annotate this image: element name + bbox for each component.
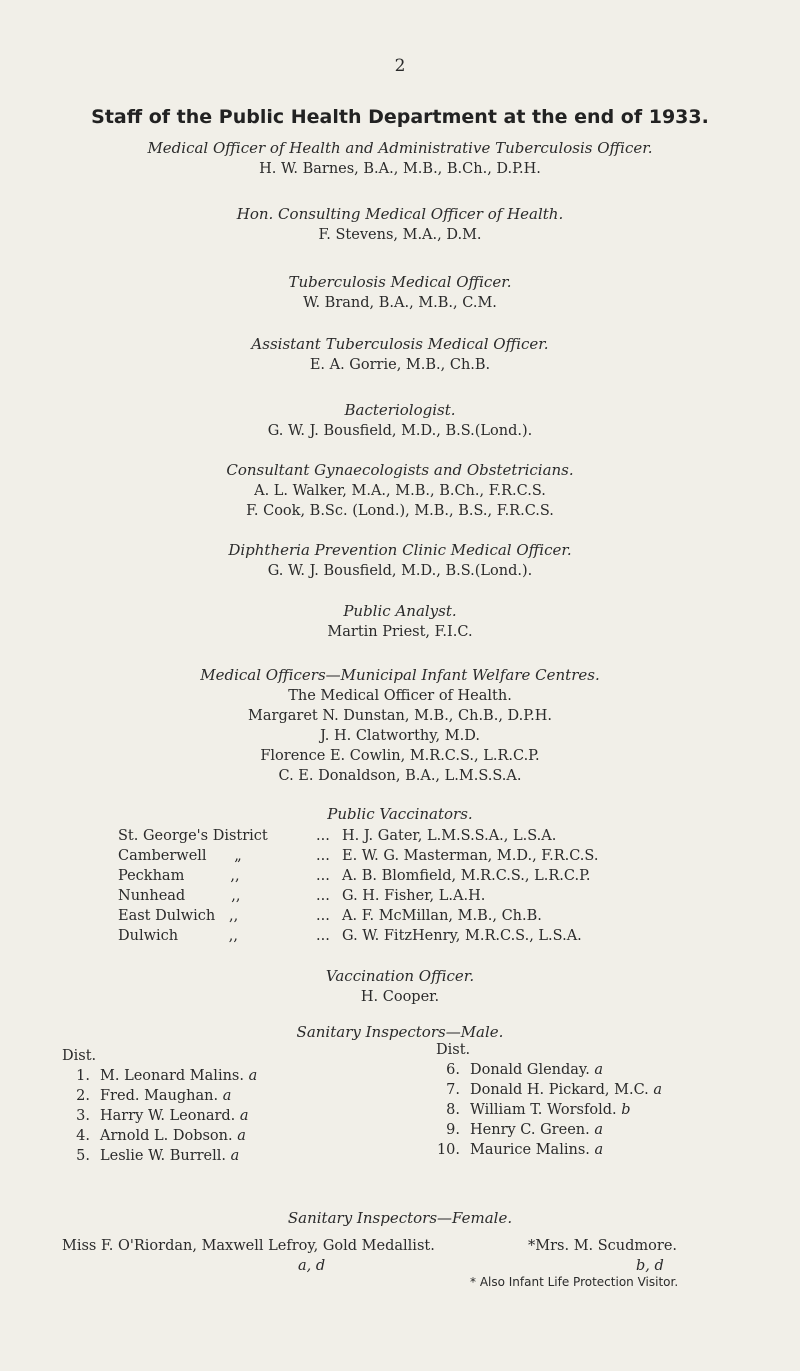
- staff-line: Margaret N. Dunstan, M.B., Ch.B., D.P.H.: [248, 708, 552, 724]
- district-cell: Nunhead ,,: [118, 888, 241, 904]
- sanitary-male-heading-block: [0, 1022, 800, 1043]
- district-number: 2.: [76, 1088, 90, 1104]
- inspector-code: a: [237, 1128, 246, 1144]
- inspector-code: a: [222, 1088, 232, 1104]
- district-number: 4.: [76, 1128, 90, 1144]
- staff-line: W. Brand, B.A., M.B., C.M.: [303, 295, 497, 311]
- staff-line: C. E. Donaldson, B.A., L.M.S.S.A.: [278, 768, 522, 784]
- section-diphtheria: [0, 540, 800, 581]
- district-number: 6.: [446, 1062, 460, 1078]
- leader-dots: ...: [316, 908, 330, 924]
- section-public-analyst: [0, 601, 800, 642]
- section-heading: Diphtheria Prevention Clinic Medical Officer.: [228, 541, 572, 559]
- section-infant-welfare: [0, 665, 800, 786]
- dist-label: Dist.: [436, 1042, 471, 1058]
- section-heading: Medical Officer of Health and Administrative Tuberculosis Officer.: [147, 139, 653, 157]
- inspector-name: Fred. Maughan.: [100, 1088, 219, 1104]
- female-inspector-right-codes: b, d: [636, 1258, 664, 1274]
- section-heading: Sanitary Inspectors—Female.: [287, 1209, 513, 1227]
- district-number: 8.: [446, 1102, 460, 1118]
- vaccinators-table: [118, 826, 758, 946]
- staff-line: G. W. J. Bousfield, M.D., B.S.(Lond.).: [267, 423, 533, 439]
- section-asst-tb-officer: [0, 334, 800, 375]
- section-heading: Consultant Gynaecologists and Obstetricians.: [226, 461, 574, 479]
- vaccinator-cell: A. F. McMillan, M.B., Ch.B.: [342, 908, 542, 924]
- inspector-code: a: [248, 1068, 258, 1084]
- inspector-name: Donald Glenday.: [470, 1062, 590, 1078]
- list-item: [62, 1146, 257, 1166]
- list-item: [432, 1120, 662, 1140]
- inspector-name: Henry C. Green.: [470, 1122, 590, 1138]
- inspector-name: William T. Worsfold.: [470, 1102, 617, 1118]
- section-heading: Medical Officers—Municipal Infant Welfare Centres.: [200, 666, 600, 684]
- section-heading: Public Vaccinators.: [327, 805, 473, 823]
- list-item: [432, 1140, 662, 1160]
- table-row: [118, 846, 758, 866]
- list-item: [62, 1086, 257, 1106]
- inspector-code: a: [239, 1108, 249, 1124]
- staff-line: Florence E. Cowlin, M.R.C.S., L.R.C.P.: [260, 748, 540, 764]
- section-heading: Tuberculosis Medical Officer.: [288, 273, 512, 291]
- inspector-code: a: [594, 1062, 604, 1078]
- staff-line: The Medical Officer of Health.: [288, 688, 512, 704]
- staff-line: F. Stevens, M.A., D.M.: [318, 227, 482, 243]
- table-row: [118, 866, 758, 886]
- section-heading: Sanitary Inspectors—Male.: [296, 1023, 504, 1041]
- page-title: Staff of the Public Health Department at the end of 1933.: [91, 106, 709, 128]
- table-row: [118, 926, 758, 946]
- section-gynaecologists: [0, 460, 800, 521]
- inspector-name: Maurice Malins.: [470, 1142, 590, 1158]
- staff-line: G. W. J. Bousfield, M.D., B.S.(Lond.).: [267, 563, 533, 579]
- page-number: 2: [394, 56, 406, 76]
- list-item: [62, 1126, 257, 1146]
- inspector-name: Leslie W. Burrell.: [100, 1148, 227, 1164]
- section-vaccination-officer: [0, 966, 800, 1007]
- list-item: [62, 1066, 257, 1086]
- district-number: 9.: [446, 1122, 460, 1138]
- district-cell: Dulwich ,,: [118, 928, 239, 944]
- section-heading: Assistant Tuberculosis Medical Officer.: [251, 335, 549, 353]
- female-inspector-left: Miss F. O'Riordan, Maxwell Lefroy, Gold Medallist.: [62, 1238, 435, 1254]
- section-bacteriologist: [0, 400, 800, 441]
- staff-line: E. A. Gorrie, M.B., Ch.B.: [309, 357, 491, 373]
- sanitary-male-right-column: [432, 1040, 662, 1160]
- vaccinator-cell: G. H. Fisher, L.A.H.: [342, 888, 486, 904]
- inspector-code: a: [230, 1148, 240, 1164]
- staff-line: J. H. Clatworthy, M.D.: [320, 728, 480, 744]
- staff-line: Martin Priest, F.I.C.: [327, 624, 473, 640]
- section-heading: Public Analyst.: [343, 602, 457, 620]
- vaccinator-cell: A. B. Blomfield, M.R.C.S., L.R.C.P.: [342, 868, 591, 884]
- sanitary-male-left-column: [62, 1046, 257, 1166]
- inspector-code: a: [653, 1082, 663, 1098]
- leader-dots: ...: [316, 928, 330, 944]
- list-item: [62, 1106, 257, 1126]
- female-inspector-left-codes: a, d: [298, 1258, 326, 1274]
- section-hon-consulting: [0, 204, 800, 245]
- vaccinator-cell: E. W. G. Masterman, M.D., F.R.C.S.: [342, 848, 599, 864]
- section-tb-officer: [0, 272, 800, 313]
- staff-line: H. W. Barnes, B.A., M.B., B.Ch., D.P.H.: [259, 161, 541, 177]
- inspector-code: a: [594, 1122, 603, 1138]
- district-number: 7.: [446, 1082, 460, 1098]
- table-row: [118, 886, 758, 906]
- leader-dots: ...: [316, 828, 330, 844]
- district-number: 3.: [76, 1108, 90, 1124]
- leader-dots: ...: [316, 848, 330, 864]
- district-number: 5.: [76, 1148, 90, 1164]
- staff-line: H. Cooper.: [360, 989, 440, 1005]
- table-row: [118, 906, 758, 926]
- dist-label: Dist.: [62, 1048, 97, 1064]
- list-item: [432, 1060, 662, 1080]
- inspector-code: a: [594, 1142, 604, 1158]
- vaccinator-cell: H. J. Gater, L.M.S.S.A., L.S.A.: [342, 828, 557, 844]
- inspector-name: M. Leonard Malins.: [100, 1068, 244, 1084]
- inspector-name: Donald H. Pickard, M.C.: [470, 1082, 649, 1098]
- section-moh: [0, 138, 800, 179]
- district-cell: Peckham ,,: [118, 868, 240, 884]
- vaccinators-heading-block: [0, 804, 800, 825]
- district-number: 1.: [76, 1068, 90, 1084]
- inspector-code: b: [621, 1102, 631, 1118]
- female-inspector-right: *Mrs. M. Scudmore.: [528, 1238, 678, 1254]
- section-heading: Hon. Consulting Medical Officer of Health.: [236, 205, 564, 223]
- inspector-name: Harry W. Leonard.: [100, 1108, 236, 1124]
- section-heading: Vaccination Officer.: [325, 967, 475, 985]
- district-number: 10.: [436, 1142, 460, 1158]
- list-item: [432, 1080, 662, 1100]
- leader-dots: ...: [316, 868, 330, 884]
- section-heading: Bacteriologist.: [344, 401, 456, 419]
- district-cell: Camberwell „: [118, 848, 242, 864]
- inspector-name: Arnold L. Dobson.: [100, 1128, 233, 1144]
- sanitary-female-heading-block: [0, 1208, 800, 1229]
- footnote: * Also Infant Life Protection Visitor.: [470, 1275, 679, 1289]
- district-cell: East Dulwich ,,: [118, 908, 239, 924]
- district-cell: St. George's District: [118, 828, 268, 844]
- vaccinator-cell: G. W. FitzHenry, M.R.C.S., L.S.A.: [342, 928, 582, 944]
- staff-line: A. L. Walker, M.A., M.B., B.Ch., F.R.C.S.: [254, 483, 546, 499]
- leader-dots: ...: [316, 888, 330, 904]
- staff-line: F. Cook, B.Sc. (Lond.), M.B., B.S., F.R.C.S.: [246, 503, 554, 519]
- list-item: [432, 1100, 662, 1120]
- table-row: [118, 826, 758, 846]
